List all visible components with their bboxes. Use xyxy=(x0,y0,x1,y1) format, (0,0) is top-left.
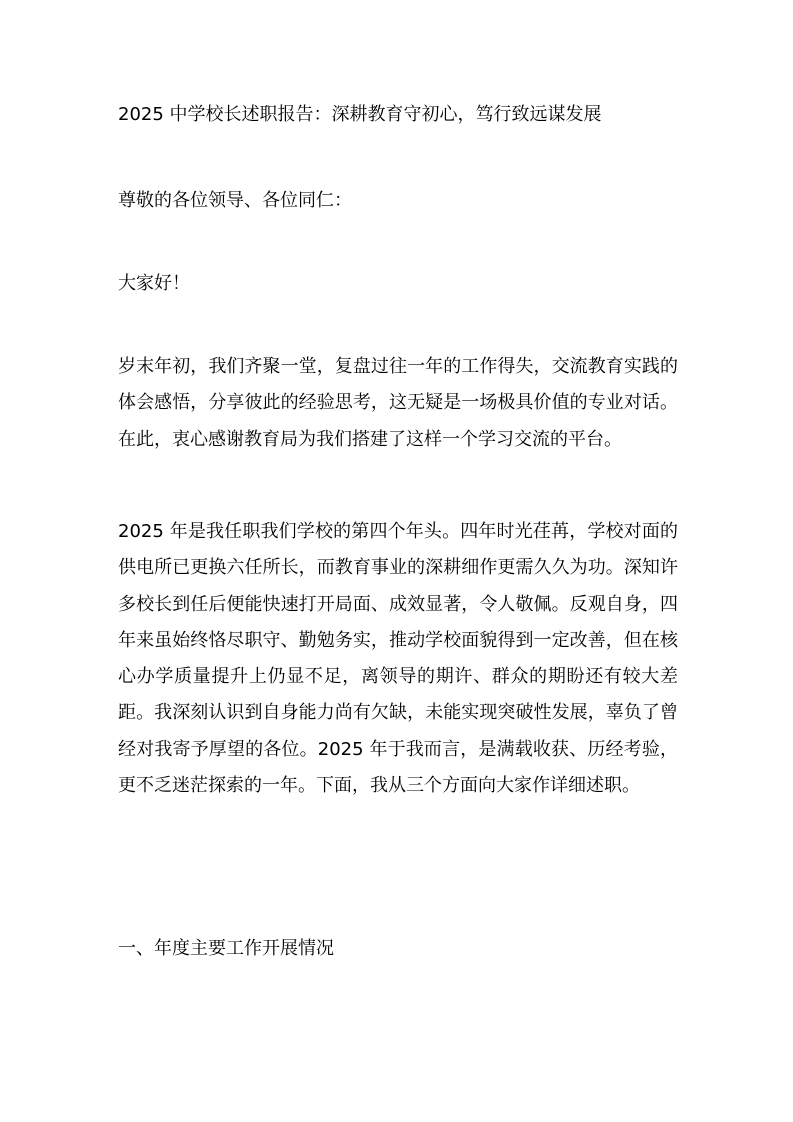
salutation: 尊敬的各位领导、各位同仁： xyxy=(118,190,352,211)
intro-paragraph: 岁末年初，我们齐聚一堂，复盘过往一年的工作得失，交流教育实践的体会感悟，分享彼此的经验思考，这无疑是一场极具价值的专业对话。在此，衷心感谢教育局为我们搭建了这样一个学习交流的平台。 xyxy=(118,356,678,450)
section-heading: 一、年度主要工作开展情况 xyxy=(118,938,334,959)
greeting: 大家好！ xyxy=(118,273,190,294)
review-paragraph: 2025 年是我任职我们学校的第四个年头。四年时光荏苒，学校对面的供电所已更换六任所长，而教育事业的深耕细作更需久久为功。深知许多校长到任后便能快速打开局面、成效显著，令人敬佩。反观自身，四年来虽始终恪尽职守、勤勉务实，推动学校面貌得到一定改善，但在核心办学质量提升上仍显不足，离领导的期许、群众的期盼还有较大差距。我深刻认识到自身能力尚有欠缺，未能实现突破性发展，辜负了曾经对我寄予厚望的各位。2025 年于我而言，是满载收获、历经考验，更不乏迷茫探索的一年。下面，我从三个方面向大家作详细述职。 xyxy=(118,521,678,797)
report-title: 2025 中学校长述职报告：深耕教育守初心，笃行致远谋发展 xyxy=(118,104,602,125)
